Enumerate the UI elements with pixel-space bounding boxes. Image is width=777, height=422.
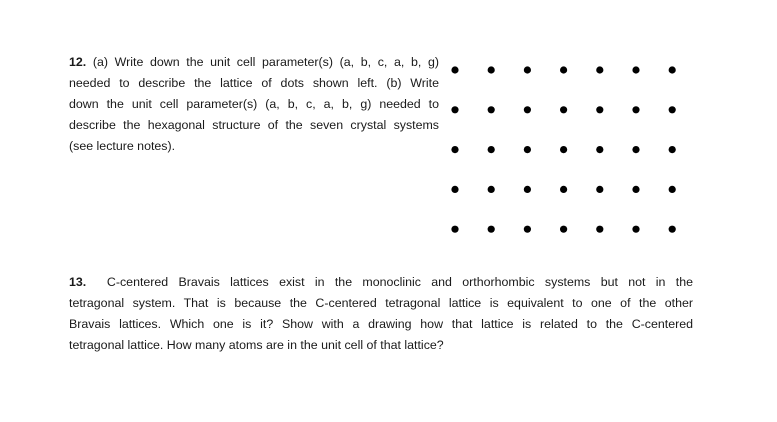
lattice-dot <box>451 66 458 73</box>
lattice-dot <box>560 186 567 193</box>
problem-13-line-3: Bravais lattices. Which one is it? Show with a drawing how that lattice is related to the C-centered <box>69 317 693 331</box>
dot-lattice-figure <box>440 55 690 240</box>
lattice-dot <box>632 106 639 113</box>
lattice-dot <box>632 146 639 153</box>
problem-12 <box>69 52 439 157</box>
problem-12-line-2: needed to describe the lattice of dots shown left. (b) Write <box>69 76 439 90</box>
lattice-dot <box>560 106 567 113</box>
problem-13-line-1-text: C-centered Bravais lattices exist in the monoclinic and orthorhombic systems but not in the <box>106 275 694 289</box>
lattice-dot <box>451 146 458 153</box>
lattice-dot <box>488 66 495 73</box>
lattice-dot <box>669 106 676 113</box>
lattice-dot <box>488 186 495 193</box>
lattice-dot <box>524 106 531 113</box>
lattice-dot <box>669 66 676 73</box>
lattice-dot <box>596 146 603 153</box>
problem-13-line-2: tetragonal system. That is because the C-centered tetragonal lattice is equivalent to one of the other <box>69 296 693 310</box>
lattice-dot <box>669 146 676 153</box>
lattice-dot <box>596 66 603 73</box>
lattice-dot <box>596 106 603 113</box>
lattice-dot <box>632 66 639 73</box>
lattice-dot <box>632 226 639 233</box>
problem-12-line-3: down the unit cell parameter(s) (a, b, c, a, b, g) needed to <box>69 97 439 111</box>
lattice-dot <box>524 66 531 73</box>
lattice-dot <box>596 186 603 193</box>
problem-12-number: 12. <box>69 55 87 69</box>
problem-13-number: 13. <box>69 275 87 289</box>
lattice-dot <box>632 186 639 193</box>
problem-13 <box>69 272 693 356</box>
lattice-dot <box>451 226 458 233</box>
problem-13-line-4: tetragonal lattice. How many atoms are in the unit cell of that lattice? <box>69 338 444 352</box>
lattice-dot <box>560 66 567 73</box>
problem-12-line-1-text: (a) Write down the unit cell parameter(s) (a, b, c, a, b, g) <box>92 55 439 69</box>
lattice-dot <box>560 226 567 233</box>
problem-12-line-4: describe the hexagonal structure of the seven crystal systems <box>69 118 439 132</box>
lattice-dot <box>669 226 676 233</box>
lattice-dot <box>488 146 495 153</box>
lattice-dot <box>451 186 458 193</box>
lattice-dot <box>488 106 495 113</box>
problem-12-line-5: (see lecture notes). <box>69 139 176 153</box>
lattice-dot <box>524 186 531 193</box>
problem-13-line-1 <box>69 272 693 293</box>
lattice-dot <box>524 226 531 233</box>
lattice-dot <box>488 226 495 233</box>
lattice-dot <box>596 226 603 233</box>
lattice-dot <box>669 186 676 193</box>
problem-12-line-1 <box>69 52 439 73</box>
lattice-dot <box>524 146 531 153</box>
lattice-dot <box>560 146 567 153</box>
lattice-dot <box>451 106 458 113</box>
